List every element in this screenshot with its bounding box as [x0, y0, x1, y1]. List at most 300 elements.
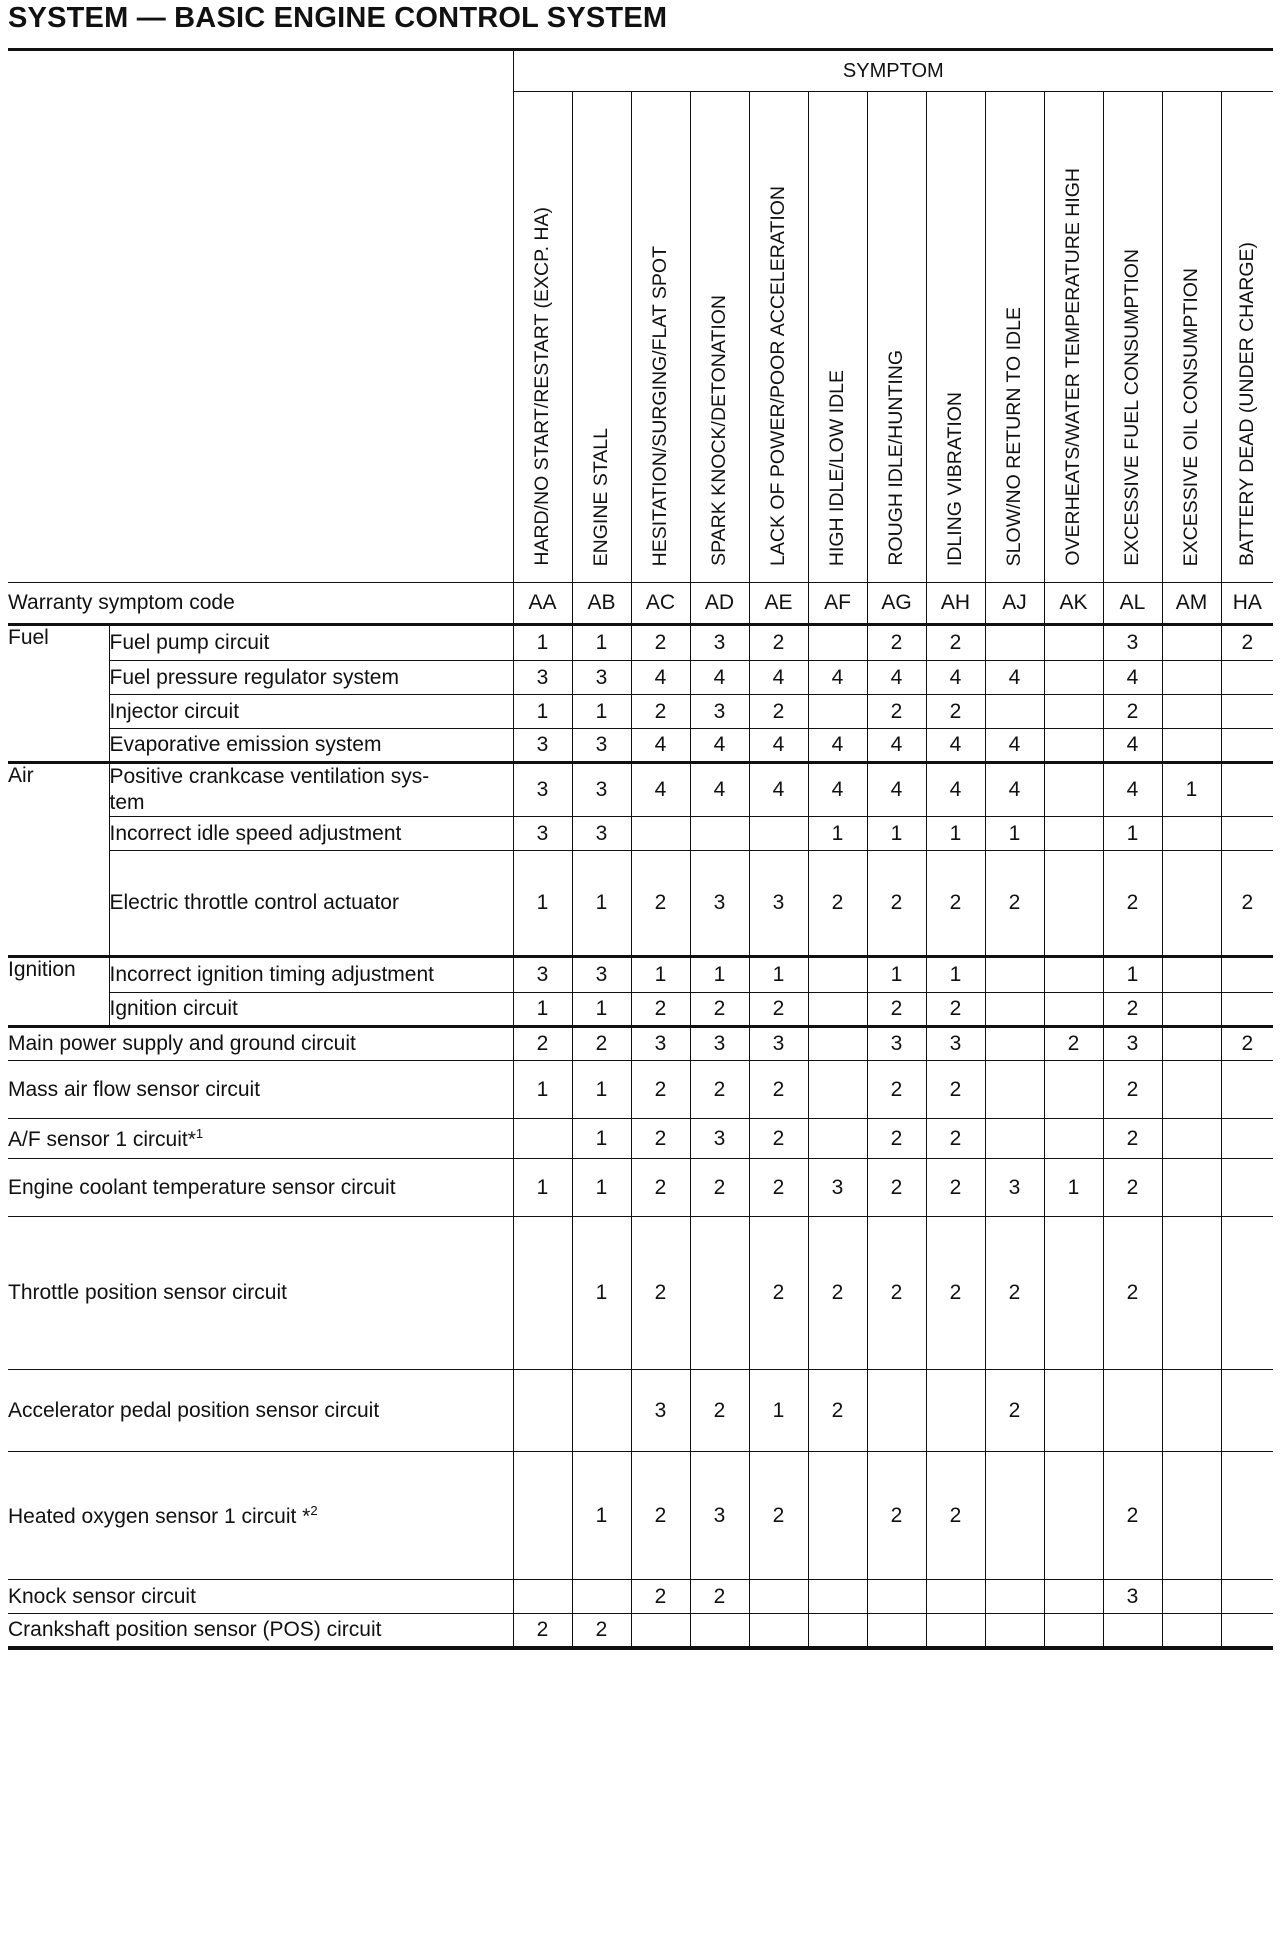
value-cell	[749, 1614, 808, 1648]
value-cell	[1103, 1370, 1162, 1452]
value-cell: 1	[1103, 817, 1162, 851]
value-cell: 2	[749, 1119, 808, 1159]
value-cell	[1044, 729, 1103, 763]
symptom-column-header	[808, 92, 867, 583]
value-cell: 3	[572, 763, 631, 817]
value-cell: 2	[926, 1452, 985, 1580]
value-cell: 2	[690, 993, 749, 1027]
value-cell	[1044, 695, 1103, 729]
value-cell	[808, 1580, 867, 1614]
value-cell	[1162, 851, 1221, 957]
value-cell	[808, 993, 867, 1027]
warranty-code-cell: AD	[690, 583, 749, 625]
value-cell: 2	[926, 993, 985, 1027]
symptom-label: LACK OF POWER/POOR ACCELERATION	[767, 186, 789, 566]
symptom-column-header	[926, 92, 985, 583]
symptom-header-row	[8, 50, 1273, 92]
value-cell: 3	[513, 661, 572, 695]
value-cell	[808, 1119, 867, 1159]
symptom-label: HIGH IDLE/LOW IDLE	[826, 369, 848, 566]
value-cell	[1044, 763, 1103, 817]
value-cell: 2	[1103, 1119, 1162, 1159]
row-label-text: Incorrect ignition timing adjustment	[109, 963, 434, 986]
value-cell: 3	[749, 851, 808, 957]
value-cell	[1221, 957, 1273, 993]
value-cell: 2	[1103, 695, 1162, 729]
value-cell: 2	[867, 1452, 926, 1580]
warranty-code-cell: AF	[808, 583, 867, 625]
value-cell	[1162, 1452, 1221, 1580]
symptom-matrix-table	[8, 48, 1273, 1650]
value-cell: 1	[513, 993, 572, 1027]
value-cell: 1	[572, 993, 631, 1027]
value-cell: 2	[631, 1159, 690, 1217]
value-cell: 2	[808, 851, 867, 957]
value-cell: 4	[985, 763, 1044, 817]
symptom-column-header	[1162, 92, 1221, 583]
value-cell	[1221, 695, 1273, 729]
value-cell: 2	[631, 851, 690, 957]
value-cell	[749, 1580, 808, 1614]
value-cell	[1221, 729, 1273, 763]
value-cell: 2	[1103, 1217, 1162, 1370]
value-cell: 4	[690, 729, 749, 763]
value-cell: 3	[513, 817, 572, 851]
value-cell: 3	[690, 851, 749, 957]
value-cell	[1103, 1614, 1162, 1648]
value-cell: 3	[867, 1027, 926, 1061]
value-cell: 3	[690, 1452, 749, 1580]
header-blank-cell	[8, 50, 513, 583]
symptom-column-header	[631, 92, 690, 583]
row-label-text: Incorrect idle speed adjustment	[109, 821, 402, 845]
value-cell	[985, 1027, 1044, 1061]
table-row	[8, 993, 1273, 1027]
table-row	[8, 957, 1273, 993]
value-cell: 4	[808, 729, 867, 763]
row-label-text: Evaporative emission system	[109, 733, 382, 756]
value-cell: 2	[926, 851, 985, 957]
value-cell	[985, 1614, 1044, 1648]
value-cell: 1	[572, 1217, 631, 1370]
value-cell: 3	[690, 1119, 749, 1159]
value-cell: 4	[926, 729, 985, 763]
table-row	[8, 729, 1273, 763]
table-row	[8, 1370, 1273, 1452]
value-cell	[690, 817, 749, 851]
value-cell	[1221, 1370, 1273, 1452]
value-cell: 2	[808, 1370, 867, 1452]
row-label-text: Crankshaft position sensor (POS) circuit	[8, 1617, 382, 1641]
table-row	[8, 625, 1273, 661]
row-label-text: Fuel pressure regulator system	[109, 665, 399, 689]
value-cell: 2	[926, 1119, 985, 1159]
value-cell	[749, 817, 808, 851]
warranty-code-cell: AM	[1162, 583, 1221, 625]
value-cell: 2	[749, 1217, 808, 1370]
value-cell: 1	[572, 1061, 631, 1119]
value-cell: 2	[1103, 1452, 1162, 1580]
value-cell: 3	[690, 1027, 749, 1061]
value-cell: 2	[1103, 1159, 1162, 1217]
value-cell: 1	[985, 817, 1044, 851]
value-cell: 4	[867, 661, 926, 695]
symptom-label: SPARK KNOCK/DETONATION	[708, 295, 730, 566]
value-cell: 1	[513, 851, 572, 957]
footnote-marker: 2	[310, 1502, 318, 1518]
category-cell	[8, 729, 109, 763]
value-cell: 2	[1221, 851, 1273, 957]
symptom-label: IDLING VIBRATION	[944, 391, 966, 566]
value-cell: 2	[867, 1159, 926, 1217]
value-cell: 1	[749, 1370, 808, 1452]
value-cell: 4	[985, 661, 1044, 695]
value-cell: 2	[631, 1217, 690, 1370]
value-cell: 2	[867, 1061, 926, 1119]
value-cell: 2	[926, 1061, 985, 1119]
value-cell	[808, 695, 867, 729]
value-cell: 3	[749, 1027, 808, 1061]
value-cell	[985, 993, 1044, 1027]
row-label	[8, 1580, 513, 1614]
value-cell: 2	[690, 1370, 749, 1452]
row-label	[8, 1159, 513, 1217]
category-cell	[8, 851, 109, 957]
table-row	[8, 1027, 1273, 1061]
symptom-label: OVERHEATS/WATER TEMPERATURE HIGH	[1062, 168, 1084, 566]
value-cell: 3	[1103, 1580, 1162, 1614]
value-cell	[1221, 1061, 1273, 1119]
value-cell	[1221, 817, 1273, 851]
value-cell: 2	[867, 695, 926, 729]
value-cell: 2	[926, 695, 985, 729]
row-label	[109, 817, 513, 851]
value-cell	[1162, 1580, 1221, 1614]
value-cell: 2	[867, 1217, 926, 1370]
symptom-column-header	[749, 92, 808, 583]
value-cell: 2	[749, 993, 808, 1027]
row-label	[109, 661, 513, 695]
value-cell	[513, 1452, 572, 1580]
symptom-label: SLOW/NO RETURN TO IDLE	[1003, 306, 1025, 566]
value-cell: 1	[572, 1119, 631, 1159]
value-cell: 1	[513, 1061, 572, 1119]
warranty-code-row	[8, 583, 1273, 625]
row-label	[8, 1370, 513, 1452]
value-cell	[867, 1614, 926, 1648]
value-cell: 2	[867, 993, 926, 1027]
value-cell: 1	[572, 625, 631, 661]
symptom-column-header	[1103, 92, 1162, 583]
value-cell: 3	[513, 957, 572, 993]
symptom-label: ROUGH IDLE/HUNTING	[885, 350, 907, 566]
row-label	[8, 1614, 513, 1648]
value-cell	[1044, 957, 1103, 993]
value-cell: 2	[985, 1217, 1044, 1370]
table-row	[8, 1614, 1273, 1648]
row-label-line: tem	[109, 791, 145, 814]
value-cell: 2	[808, 1217, 867, 1370]
symptom-label: EXCESSIVE FUEL CONSUMPTION	[1121, 249, 1143, 566]
value-cell	[1044, 851, 1103, 957]
row-label	[8, 1119, 513, 1159]
row-label	[8, 1027, 513, 1061]
value-cell: 2	[749, 625, 808, 661]
value-cell: 1	[572, 695, 631, 729]
value-cell: 4	[749, 661, 808, 695]
row-label-text: Injector circuit	[109, 699, 240, 723]
value-cell: 3	[572, 661, 631, 695]
row-label	[109, 695, 513, 729]
value-cell	[1162, 1119, 1221, 1159]
table-row	[8, 763, 1273, 817]
value-cell	[1221, 661, 1273, 695]
value-cell: 3	[572, 729, 631, 763]
warranty-code-cell: AB	[572, 583, 631, 625]
value-cell	[513, 1217, 572, 1370]
value-cell	[1044, 625, 1103, 661]
value-cell: 2	[631, 695, 690, 729]
value-cell: 2	[1221, 625, 1273, 661]
value-cell	[808, 957, 867, 993]
table-row	[8, 817, 1273, 851]
value-cell	[1044, 1370, 1103, 1452]
row-label	[109, 851, 513, 957]
value-cell	[1044, 1061, 1103, 1119]
value-cell	[1221, 1580, 1273, 1614]
warranty-code-cell: AK	[1044, 583, 1103, 625]
warranty-code-cell: AE	[749, 583, 808, 625]
value-cell	[985, 1119, 1044, 1159]
value-cell: 2	[749, 1159, 808, 1217]
symptom-column-header	[985, 92, 1044, 583]
row-label-text: Knock sensor circuit	[8, 1584, 196, 1608]
value-cell: 2	[926, 1217, 985, 1370]
value-cell	[808, 625, 867, 661]
value-cell: 2	[631, 1452, 690, 1580]
value-cell: 2	[631, 1580, 690, 1614]
symptom-column-header	[1044, 92, 1103, 583]
warranty-code-label: Warranty symptom code	[8, 583, 513, 625]
row-label-text: Throttle position sensor circuit	[8, 1281, 287, 1304]
footnote-marker: 1	[195, 1125, 204, 1141]
table-row	[8, 695, 1273, 729]
warranty-code-cell: AJ	[985, 583, 1044, 625]
value-cell	[1162, 993, 1221, 1027]
value-cell: 1	[926, 957, 985, 993]
value-cell	[985, 1061, 1044, 1119]
category-cell	[8, 993, 109, 1027]
value-cell: 3	[631, 1370, 690, 1452]
row-label-text: Accelerator pedal position sensor circuit	[8, 1398, 380, 1422]
value-cell	[513, 1580, 572, 1614]
table-row	[8, 1217, 1273, 1370]
warranty-code-cell: AG	[867, 583, 926, 625]
value-cell	[808, 1027, 867, 1061]
value-cell: 3	[572, 817, 631, 851]
row-label	[8, 1061, 513, 1119]
symptom-label: BATTERY DEAD (UNDER CHARGE)	[1235, 242, 1258, 566]
value-cell: 1	[1162, 763, 1221, 817]
value-cell: 4	[808, 661, 867, 695]
value-cell: 2	[985, 1370, 1044, 1452]
value-cell	[1162, 957, 1221, 993]
value-cell	[1044, 1119, 1103, 1159]
value-cell: 3	[513, 763, 572, 817]
symptom-label: HARD/NO START/RESTART (EXCP. HA)	[531, 207, 553, 566]
value-cell	[631, 817, 690, 851]
row-label-text: Engine coolant temperature sensor circuit	[8, 1175, 396, 1199]
value-cell: 3	[1103, 1027, 1162, 1061]
value-cell: 1	[749, 957, 808, 993]
row-label-text: Ignition circuit	[109, 997, 238, 1020]
value-cell: 3	[631, 1027, 690, 1061]
value-cell	[1162, 661, 1221, 695]
value-cell: 1	[513, 625, 572, 661]
value-cell: 2	[749, 695, 808, 729]
row-label	[8, 1452, 513, 1580]
value-cell: 1	[867, 957, 926, 993]
value-cell: 1	[808, 817, 867, 851]
value-cell	[1221, 1217, 1273, 1370]
value-cell	[926, 1580, 985, 1614]
value-cell: 2	[690, 1159, 749, 1217]
value-cell	[985, 957, 1044, 993]
value-cell: 2	[926, 625, 985, 661]
table-row	[8, 1119, 1273, 1159]
row-label	[109, 729, 513, 763]
value-cell	[1221, 993, 1273, 1027]
value-cell: 2	[690, 1061, 749, 1119]
value-cell	[985, 625, 1044, 661]
value-cell: 2	[1103, 1061, 1162, 1119]
value-cell	[985, 1580, 1044, 1614]
value-cell: 3	[572, 957, 631, 993]
value-cell	[985, 695, 1044, 729]
value-cell	[985, 1452, 1044, 1580]
value-cell: 4	[1103, 763, 1162, 817]
value-cell	[1162, 1159, 1221, 1217]
value-cell: 3	[926, 1027, 985, 1061]
row-label	[109, 763, 513, 817]
value-cell	[1162, 1370, 1221, 1452]
value-cell: 1	[572, 851, 631, 957]
value-cell	[1162, 1061, 1221, 1119]
value-cell	[690, 1614, 749, 1648]
value-cell	[1044, 993, 1103, 1027]
value-cell: 1	[926, 817, 985, 851]
value-cell	[1162, 625, 1221, 661]
value-cell	[926, 1614, 985, 1648]
value-cell: 4	[926, 763, 985, 817]
category-cell	[8, 817, 109, 851]
row-label-text: Fuel pump circuit	[109, 631, 270, 654]
category-cell	[8, 695, 109, 729]
symptom-column-header	[572, 92, 631, 583]
value-cell	[1044, 1614, 1103, 1648]
warranty-code-cell: AH	[926, 583, 985, 625]
symptom-column-header	[513, 92, 572, 583]
value-cell: 3	[690, 695, 749, 729]
value-cell: 2	[631, 993, 690, 1027]
value-cell: 2	[1103, 851, 1162, 957]
value-cell	[1162, 1614, 1221, 1648]
row-label-text: A/F sensor 1 circuit*	[8, 1127, 196, 1151]
value-cell	[1044, 1217, 1103, 1370]
value-cell: 4	[749, 729, 808, 763]
symptom-header: SYMPTOM	[513, 50, 1273, 92]
symptom-column-header	[1221, 92, 1273, 583]
value-cell: 1	[513, 1159, 572, 1217]
value-cell	[1162, 1027, 1221, 1061]
value-cell	[690, 1217, 749, 1370]
value-cell: 4	[631, 729, 690, 763]
value-cell	[1221, 1159, 1273, 1217]
value-cell: 3	[513, 729, 572, 763]
warranty-code-cell: AA	[513, 583, 572, 625]
table-row	[8, 1452, 1273, 1580]
value-cell: 1	[513, 695, 572, 729]
row-label-text: Electric throttle control actuator	[109, 891, 399, 914]
row-label	[109, 993, 513, 1027]
value-cell	[513, 1370, 572, 1452]
value-cell	[1162, 729, 1221, 763]
value-cell: 2	[867, 851, 926, 957]
symptom-column-header	[867, 92, 926, 583]
row-label	[109, 957, 513, 993]
value-cell: 3	[1103, 625, 1162, 661]
value-cell: 2	[749, 1061, 808, 1119]
value-cell: 2	[572, 1027, 631, 1061]
value-cell: 2	[1221, 1027, 1273, 1061]
value-cell	[1221, 763, 1273, 817]
symptom-label: HESITATION/SURGING/FLAT SPOT	[649, 245, 671, 566]
value-cell: 1	[631, 957, 690, 993]
value-cell: 2	[690, 1580, 749, 1614]
value-cell: 3	[690, 625, 749, 661]
value-cell: 2	[631, 1119, 690, 1159]
value-cell: 2	[513, 1027, 572, 1061]
value-cell: 4	[1103, 661, 1162, 695]
value-cell: 3	[808, 1159, 867, 1217]
value-cell: 3	[985, 1159, 1044, 1217]
value-cell: 1	[1044, 1159, 1103, 1217]
row-label-text: Heated oxygen sensor 1 circuit *	[8, 1504, 311, 1528]
value-cell: 4	[631, 763, 690, 817]
row-label	[109, 625, 513, 661]
row-label	[8, 1217, 513, 1370]
value-cell: 4	[631, 661, 690, 695]
value-cell	[1221, 1452, 1273, 1580]
value-cell	[926, 1370, 985, 1452]
table-row	[8, 1159, 1273, 1217]
warranty-code-cell: AC	[631, 583, 690, 625]
value-cell	[1044, 1452, 1103, 1580]
value-cell	[1221, 1614, 1273, 1648]
value-cell: 4	[690, 661, 749, 695]
value-cell: 4	[690, 763, 749, 817]
value-cell	[808, 1061, 867, 1119]
category-label: Ignition	[8, 957, 109, 993]
value-cell: 2	[631, 625, 690, 661]
value-cell	[1162, 695, 1221, 729]
value-cell: 4	[926, 661, 985, 695]
value-cell: 2	[867, 1119, 926, 1159]
value-cell: 2	[513, 1614, 572, 1648]
table-row	[8, 851, 1273, 957]
value-cell: 2	[572, 1614, 631, 1648]
table-row	[8, 1580, 1273, 1614]
